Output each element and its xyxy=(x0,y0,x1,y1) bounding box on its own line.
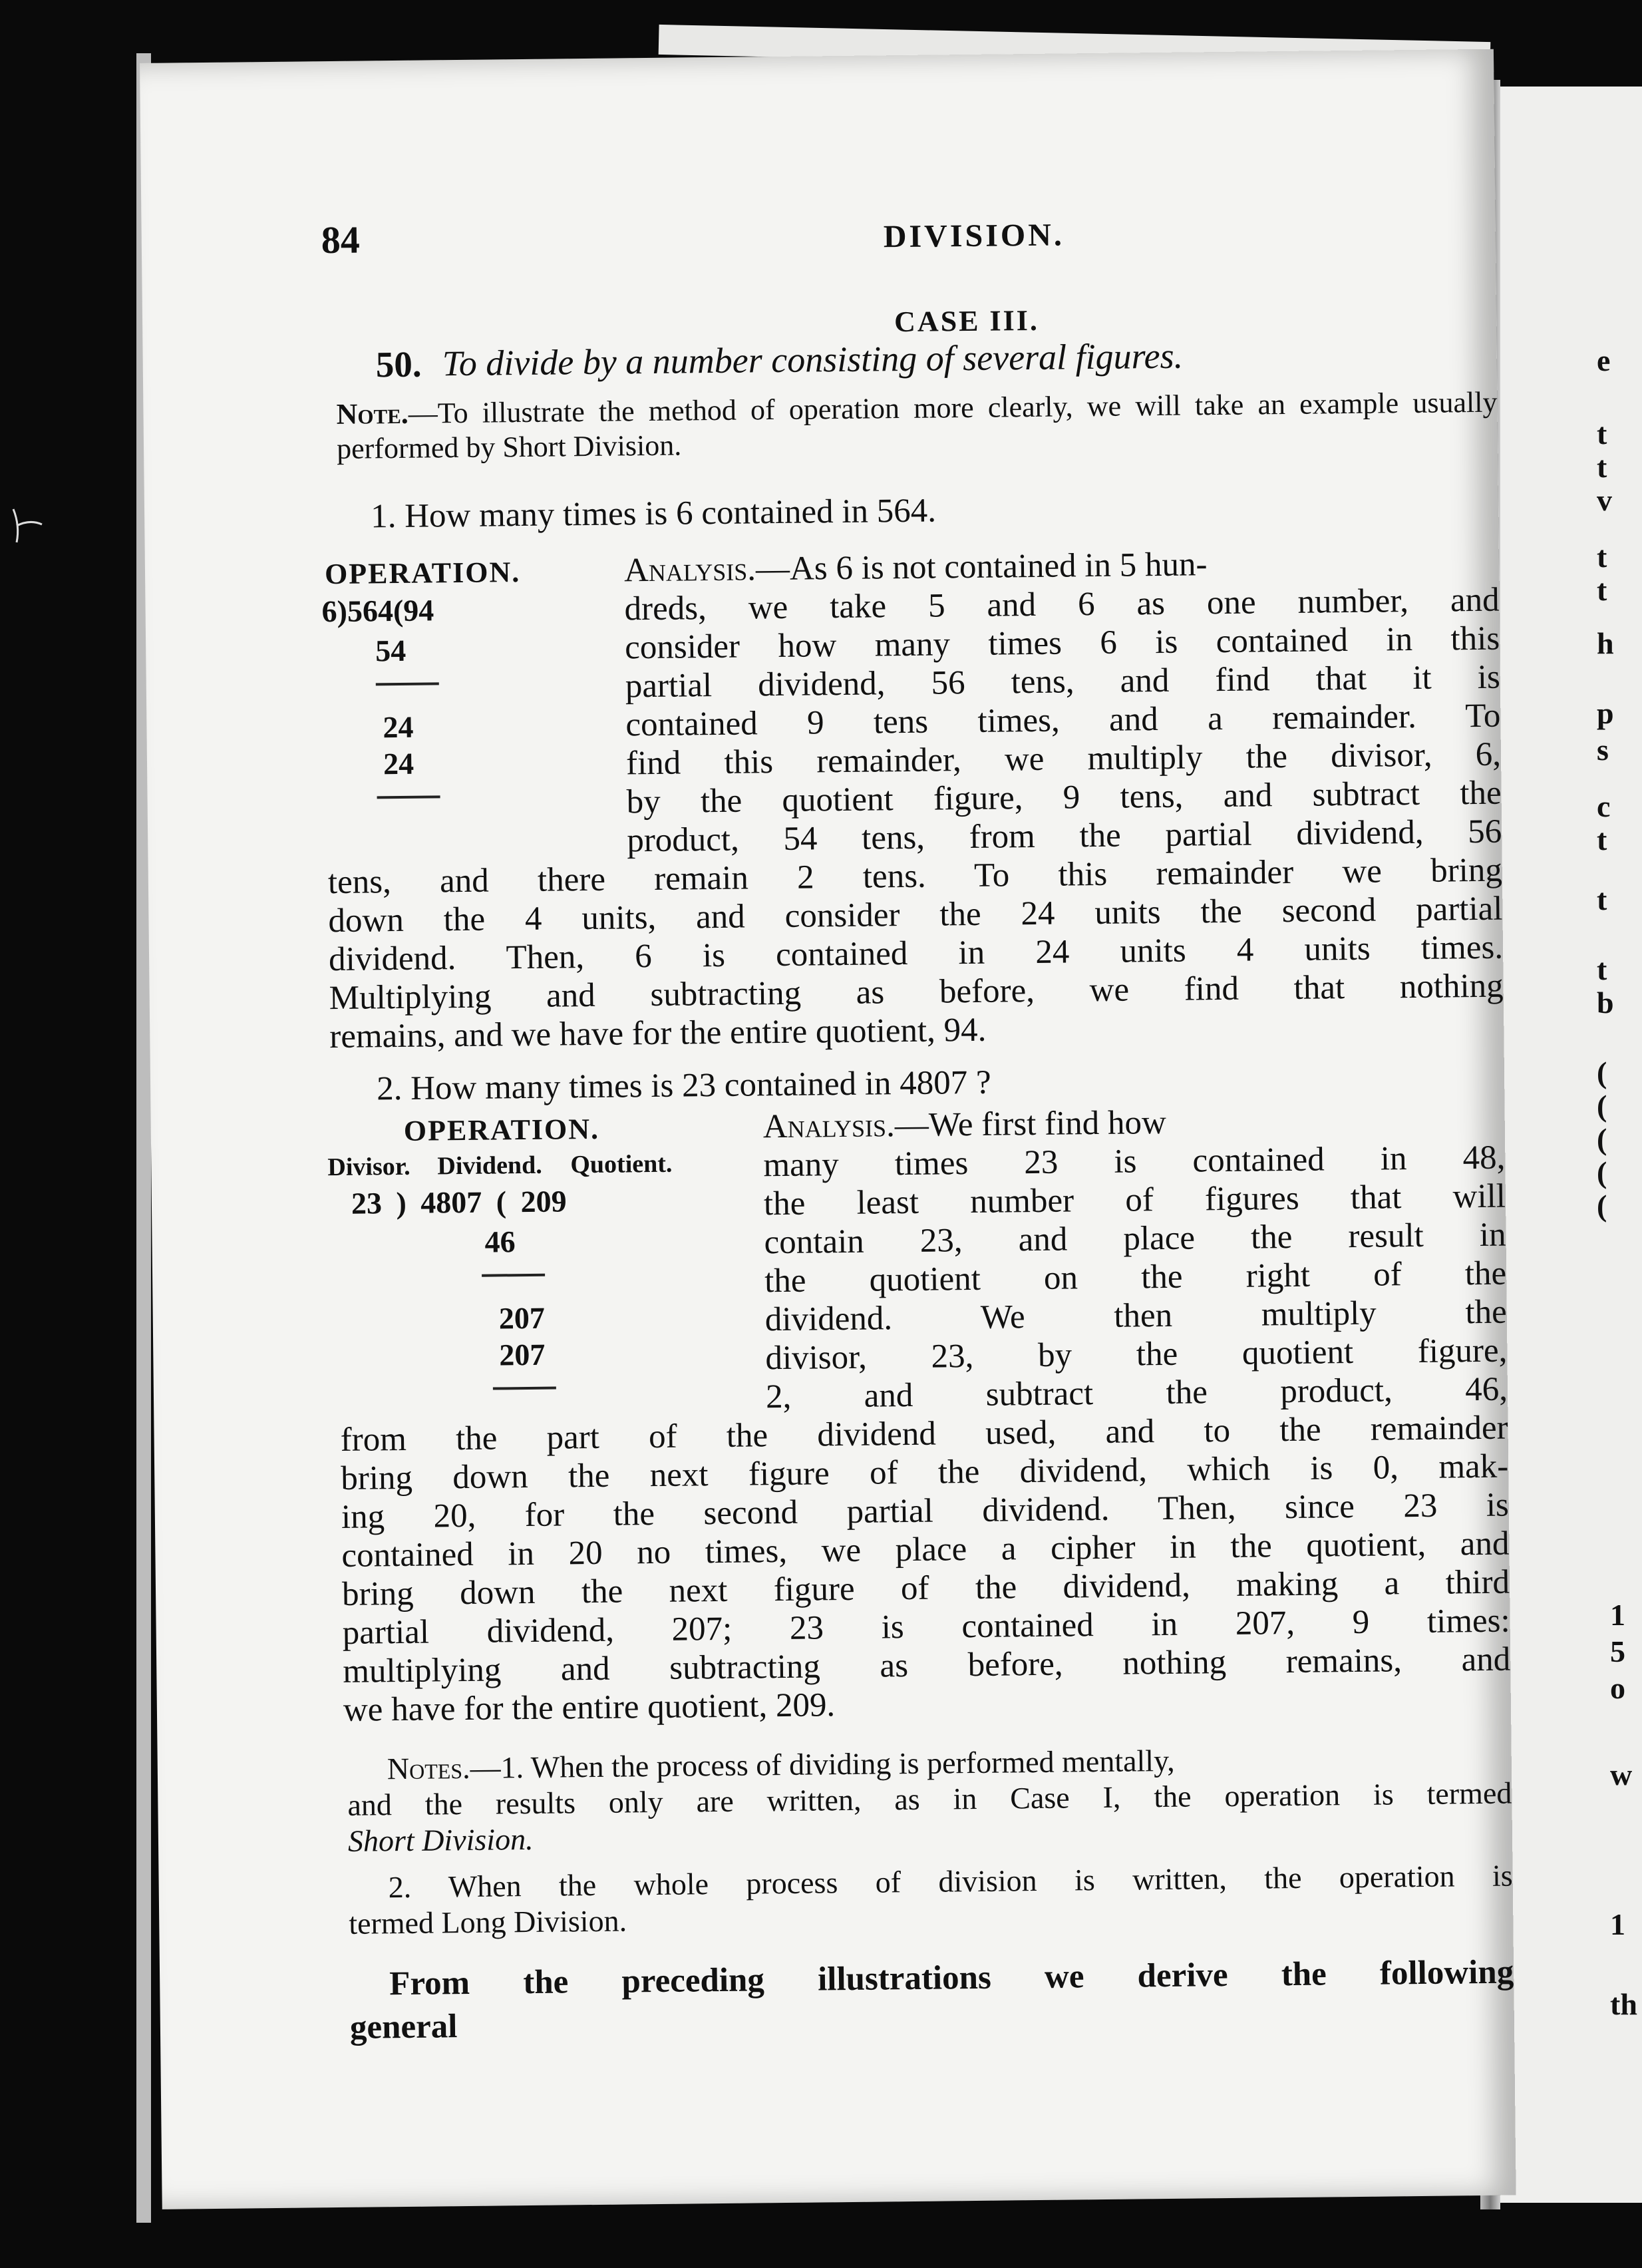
facing-frag-24: 1 xyxy=(1610,1907,1625,1941)
facing-frag-7: h xyxy=(1597,626,1614,660)
closing-line-1: From the preceding illustrations we derive the following xyxy=(389,1953,1514,2003)
facing-frag-12: t xyxy=(1597,882,1607,916)
facing-frag-11: t xyxy=(1597,823,1607,856)
analysis-2-line-10: bring down the next figure of the dividend, which is 0, mak- xyxy=(340,1447,1509,1497)
notes-line-3: Short Division. xyxy=(347,1821,534,1858)
note-text: —To illustrate the method of operation more clearly, we will take an example usually performed by Short Division. xyxy=(336,385,1498,465)
facing-page xyxy=(1500,87,1642,2203)
col-header-dividend: Dividend. xyxy=(437,1151,542,1181)
analysis-1-line-6: find this remainder, we multiply the divisor, 6, xyxy=(625,735,1502,783)
facing-frag-20: 1 xyxy=(1610,1598,1625,1632)
case-heading: CASE III. xyxy=(894,303,1040,339)
col-header-quotient: Quotient. xyxy=(570,1149,673,1179)
running-head: DIVISION. xyxy=(883,217,1065,255)
article-number: 50. xyxy=(375,343,422,385)
calc-2-line-1: 46 xyxy=(484,1225,516,1259)
calc-2-line-2: 207 xyxy=(498,1300,546,1336)
operation-label-1: OPERATION. xyxy=(324,556,521,591)
facing-frag-18: ( xyxy=(1597,1155,1607,1189)
analysis-2-line-1 xyxy=(762,1103,1166,1147)
facing-frag-8: p xyxy=(1597,696,1614,730)
calc-2-line-3: 207 xyxy=(499,1337,546,1372)
analysis-1-line-2: dreds, we take 5 and 6 as one number, and xyxy=(624,581,1500,628)
facing-frag-25: th xyxy=(1610,1987,1637,2021)
analysis-2-line-3: the least number of figures that will xyxy=(763,1177,1506,1223)
note-label: Note. xyxy=(336,397,409,431)
notes-text-1: —1. When the process of dividing is performed mentally, xyxy=(470,1743,1175,1785)
facing-frag-17: ( xyxy=(1597,1122,1607,1156)
calc-1-line-4: 24 xyxy=(383,746,414,781)
facing-frag-16: ( xyxy=(1597,1089,1607,1123)
analysis-2-line-13: bring down the next figure of the dividend, making a third xyxy=(341,1563,1510,1613)
analysis-1-line-3: consider how many times 6 is contained in this xyxy=(624,620,1500,667)
facing-frag-21: 5 xyxy=(1610,1634,1625,1668)
note-paragraph xyxy=(336,385,1498,467)
analysis-1-line-12: Multiplying and subtracting as before, we find that nothing xyxy=(329,967,1504,1018)
col-header-divisor: Divisor. xyxy=(327,1152,410,1182)
analysis-2-line-5: the quotient on the right of the xyxy=(764,1254,1507,1300)
facing-frag-5: t xyxy=(1597,540,1607,574)
analysis-2-label: Analysis. xyxy=(762,1107,896,1146)
facing-frag-19: ( xyxy=(1597,1189,1607,1223)
analysis-2-line-8: 2, and subtract the product, 46, xyxy=(765,1370,1508,1416)
book-page xyxy=(140,49,1516,2209)
calc-1-line-3: 24 xyxy=(383,709,414,745)
analysis-2-line-16: we have for the entire quotient, 209. xyxy=(343,1686,836,1729)
question-2: 2. How many times is 23 contained in 4807 ? xyxy=(376,1063,991,1108)
calc-2-divisor-row: 23 ) 4807 ( 209 xyxy=(351,1184,567,1221)
calc-2-rule-2 xyxy=(493,1387,556,1390)
analysis-1-line-7: by the quotient figure, 9 tens, and subtract the xyxy=(626,774,1502,821)
facing-frag-3: t xyxy=(1597,450,1607,484)
facing-frag-10: c xyxy=(1597,789,1611,823)
notes-line-4: 2. When the whole process of division is written, the operation is xyxy=(388,1858,1513,1905)
analysis-2-line-14: partial dividend, 207; 23 is contained in 207, 9 times: xyxy=(342,1602,1510,1652)
calc-1-line-2: 54 xyxy=(375,633,407,668)
facing-frag-1: e xyxy=(1597,343,1611,377)
analysis-1-line-8: product, 54 tens, from the partial dividend, 56 xyxy=(626,813,1502,860)
analysis-2-line-9: from the part of the dividend used, and to the remainder xyxy=(340,1409,1508,1459)
analysis-1-label: Analysis. xyxy=(623,550,756,590)
analysis-1-line-11: dividend. Then, 6 is contained in 24 units 4 units times. xyxy=(328,928,1504,979)
facing-frag-15: ( xyxy=(1597,1055,1607,1089)
analysis-1-line-10: down the 4 units, and consider the 24 units the second partial xyxy=(328,890,1503,940)
analysis-1-text-1: —As 6 is not contained in 5 hun- xyxy=(755,546,1208,588)
hair-artifact-icon xyxy=(10,506,47,546)
notes-line-5: termed Long Division. xyxy=(349,1903,627,1941)
analysis-1-line-13: remains, and we have for the entire quotient, 94. xyxy=(329,1011,987,1056)
question-1: 1. How many times is 6 contained in 564. xyxy=(370,492,937,536)
calc-1-rule-1 xyxy=(376,682,439,685)
operation-label-2: OPERATION. xyxy=(403,1112,600,1147)
facing-frag-13: t xyxy=(1597,952,1607,986)
page-number: 84 xyxy=(321,218,361,262)
facing-frag-22: o xyxy=(1610,1671,1625,1705)
facing-frag-14: b xyxy=(1597,986,1614,1020)
calc-1-rule-2 xyxy=(377,795,440,799)
analysis-2-line-11: ing 20, for the second partial dividend. Then, since 23 is xyxy=(341,1486,1510,1536)
analysis-2-line-12: contained in 20 no times, we place a cipher in the quotient, and xyxy=(341,1525,1510,1575)
closing-line-2: general xyxy=(349,2008,458,2046)
facing-frag-4: v xyxy=(1597,483,1612,517)
analysis-1-line-5: contained 9 tens times, and a remainder. To xyxy=(625,697,1501,744)
analysis-2-text-1: —We first find how xyxy=(894,1103,1167,1145)
analysis-1-line-9: tens, and there remain 2 tens. To this remainder we bring xyxy=(327,851,1503,902)
notes-line-2: and the results only are written, as in Case I, the operation is termed xyxy=(347,1776,1512,1822)
analysis-2-line-7: divisor, 23, by the quotient figure, xyxy=(765,1332,1508,1378)
analysis-2-line-6: dividend. We then multiply the xyxy=(764,1293,1508,1339)
facing-frag-9: s xyxy=(1597,733,1609,767)
analysis-2-line-4: contain 23, and place the result in xyxy=(764,1216,1506,1262)
calc-1-line-1: 6)564(94 xyxy=(321,593,434,629)
analysis-2-line-15: multiplying and subtracting as before, nothing remains, and xyxy=(343,1640,1511,1690)
facing-frag-2: t xyxy=(1597,417,1607,451)
facing-frag-6: t xyxy=(1597,573,1607,607)
analysis-1-line-4: partial dividend, 56 tens, and find that it is xyxy=(625,658,1501,705)
analysis-2-line-2: many times 23 is contained in 48, xyxy=(763,1139,1506,1185)
calc-2-rule-1 xyxy=(482,1274,545,1277)
facing-frag-23: w xyxy=(1610,1758,1633,1792)
notes-label: Notes. xyxy=(387,1750,470,1786)
article-heading: To divide by a number consisting of several figures. xyxy=(442,335,1184,384)
